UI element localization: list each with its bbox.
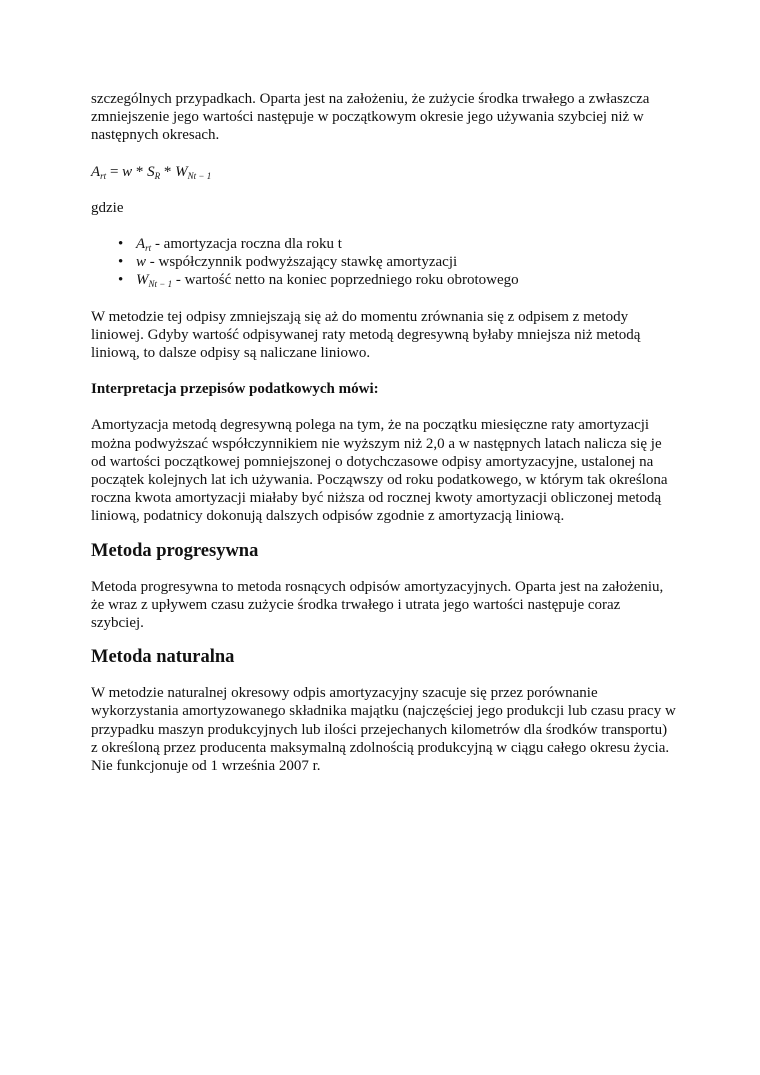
definition-text: - wartość netto na koniec poprzedniego roku obrotowego <box>172 272 519 289</box>
document-page <box>91 90 676 775</box>
definition-item <box>136 253 676 271</box>
natural-text: W metodzie naturalnej okresowy odpis amortyzacyjny szacuje się przez porównanie wykorzystania amortyzowanego składnika majątku (najczęściej jego produkcji lub czasu pracy w przypadku maszyn produkcyjnych lub ilości przejechanych kilometrów dla środków transportu) z określoną przez producenta maksymalną zdolnością produkcyjną w ciągu całego okresu życia. Nie funkcjonuje od 1 września 2007 r. <box>91 685 676 775</box>
formula-w: w <box>122 163 133 180</box>
definition-item <box>136 235 676 253</box>
where-label: gdzie <box>91 199 124 216</box>
formula-mult-1: * <box>132 163 148 180</box>
definition-item <box>136 271 676 289</box>
definition-var: w <box>136 254 147 271</box>
formula-lhs-var: A <box>91 163 101 180</box>
formula-wn-sub: Nt − 1 <box>187 170 212 181</box>
definition-text: - współczynnik podwyższający stawkę amortyzacji <box>146 254 458 271</box>
formula-equals: = <box>106 163 123 180</box>
interpretation-text: Amortyzacja metodą degresywną polega na tym, że na początku miesięczne raty amortyzacji można podwyższać współczynnikiem nie wyższym niż 2,0 a w następnych latach nalicza się je od wartości początkowej pomniejszonej o dotychczasowe odpisy amortyzacyjne, ustalonej na początek kolejnych lat ich używania. Począwszy od roku podatkowego, w którym tak określona roczna kwota amortyzacji miałaby być niższa od rocznej kwoty amortyzacji obliczonej metodą liniową, podatnicy dokonują dalszych odpisów zgodnie z amortyzacją liniową. <box>91 417 668 525</box>
formula-mult-2: * <box>160 163 176 180</box>
formula-s-var: S <box>147 163 155 180</box>
definition-var: A <box>136 236 146 253</box>
definition-text: - amortyzacja roczna dla roku t <box>151 236 342 253</box>
progressive-heading: Metoda progresywna <box>91 540 259 561</box>
natural-heading: Metoda naturalna <box>91 647 235 668</box>
degressive-formula <box>91 163 676 181</box>
definitions-list <box>91 235 676 290</box>
degressive-note: W metodzie tej odpisy zmniejszają się aż do momentu zrównania się z odpisem z metody liniowej. Gdyby wartość odpisywanej raty metodą degresywną byłaby mniejsza niż metodą liniową, to dalsze odpisy są naliczane liniowo. <box>91 308 641 362</box>
formula-s-sub: R <box>154 170 161 181</box>
definition-sub: Nt − 1 <box>148 279 173 290</box>
progressive-text: Metoda progresywna to metoda rosnących odpisów amortyzacyjnych. Oparta jest na założeniu, że wraz z upływem czasu zużycie środka trwałego i utrata jego wartości następuje coraz szybciej. <box>91 578 664 632</box>
interpretation-heading: Interpretacja przepisów podatkowych mówi: <box>91 381 379 398</box>
formula-lhs-sub: rt <box>100 170 107 181</box>
formula-wn-var: W <box>175 163 188 180</box>
definition-var: W <box>136 272 149 289</box>
intro-paragraph: szczególnych przypadkach. Oparta jest na założeniu, że zużycie środka trwałego a zwłaszcza zmniejszenie jego wartości następuje w początkowym okresie jego używania szybciej niż w następnych okresach. <box>91 91 650 144</box>
definition-sub: rt <box>145 243 152 254</box>
